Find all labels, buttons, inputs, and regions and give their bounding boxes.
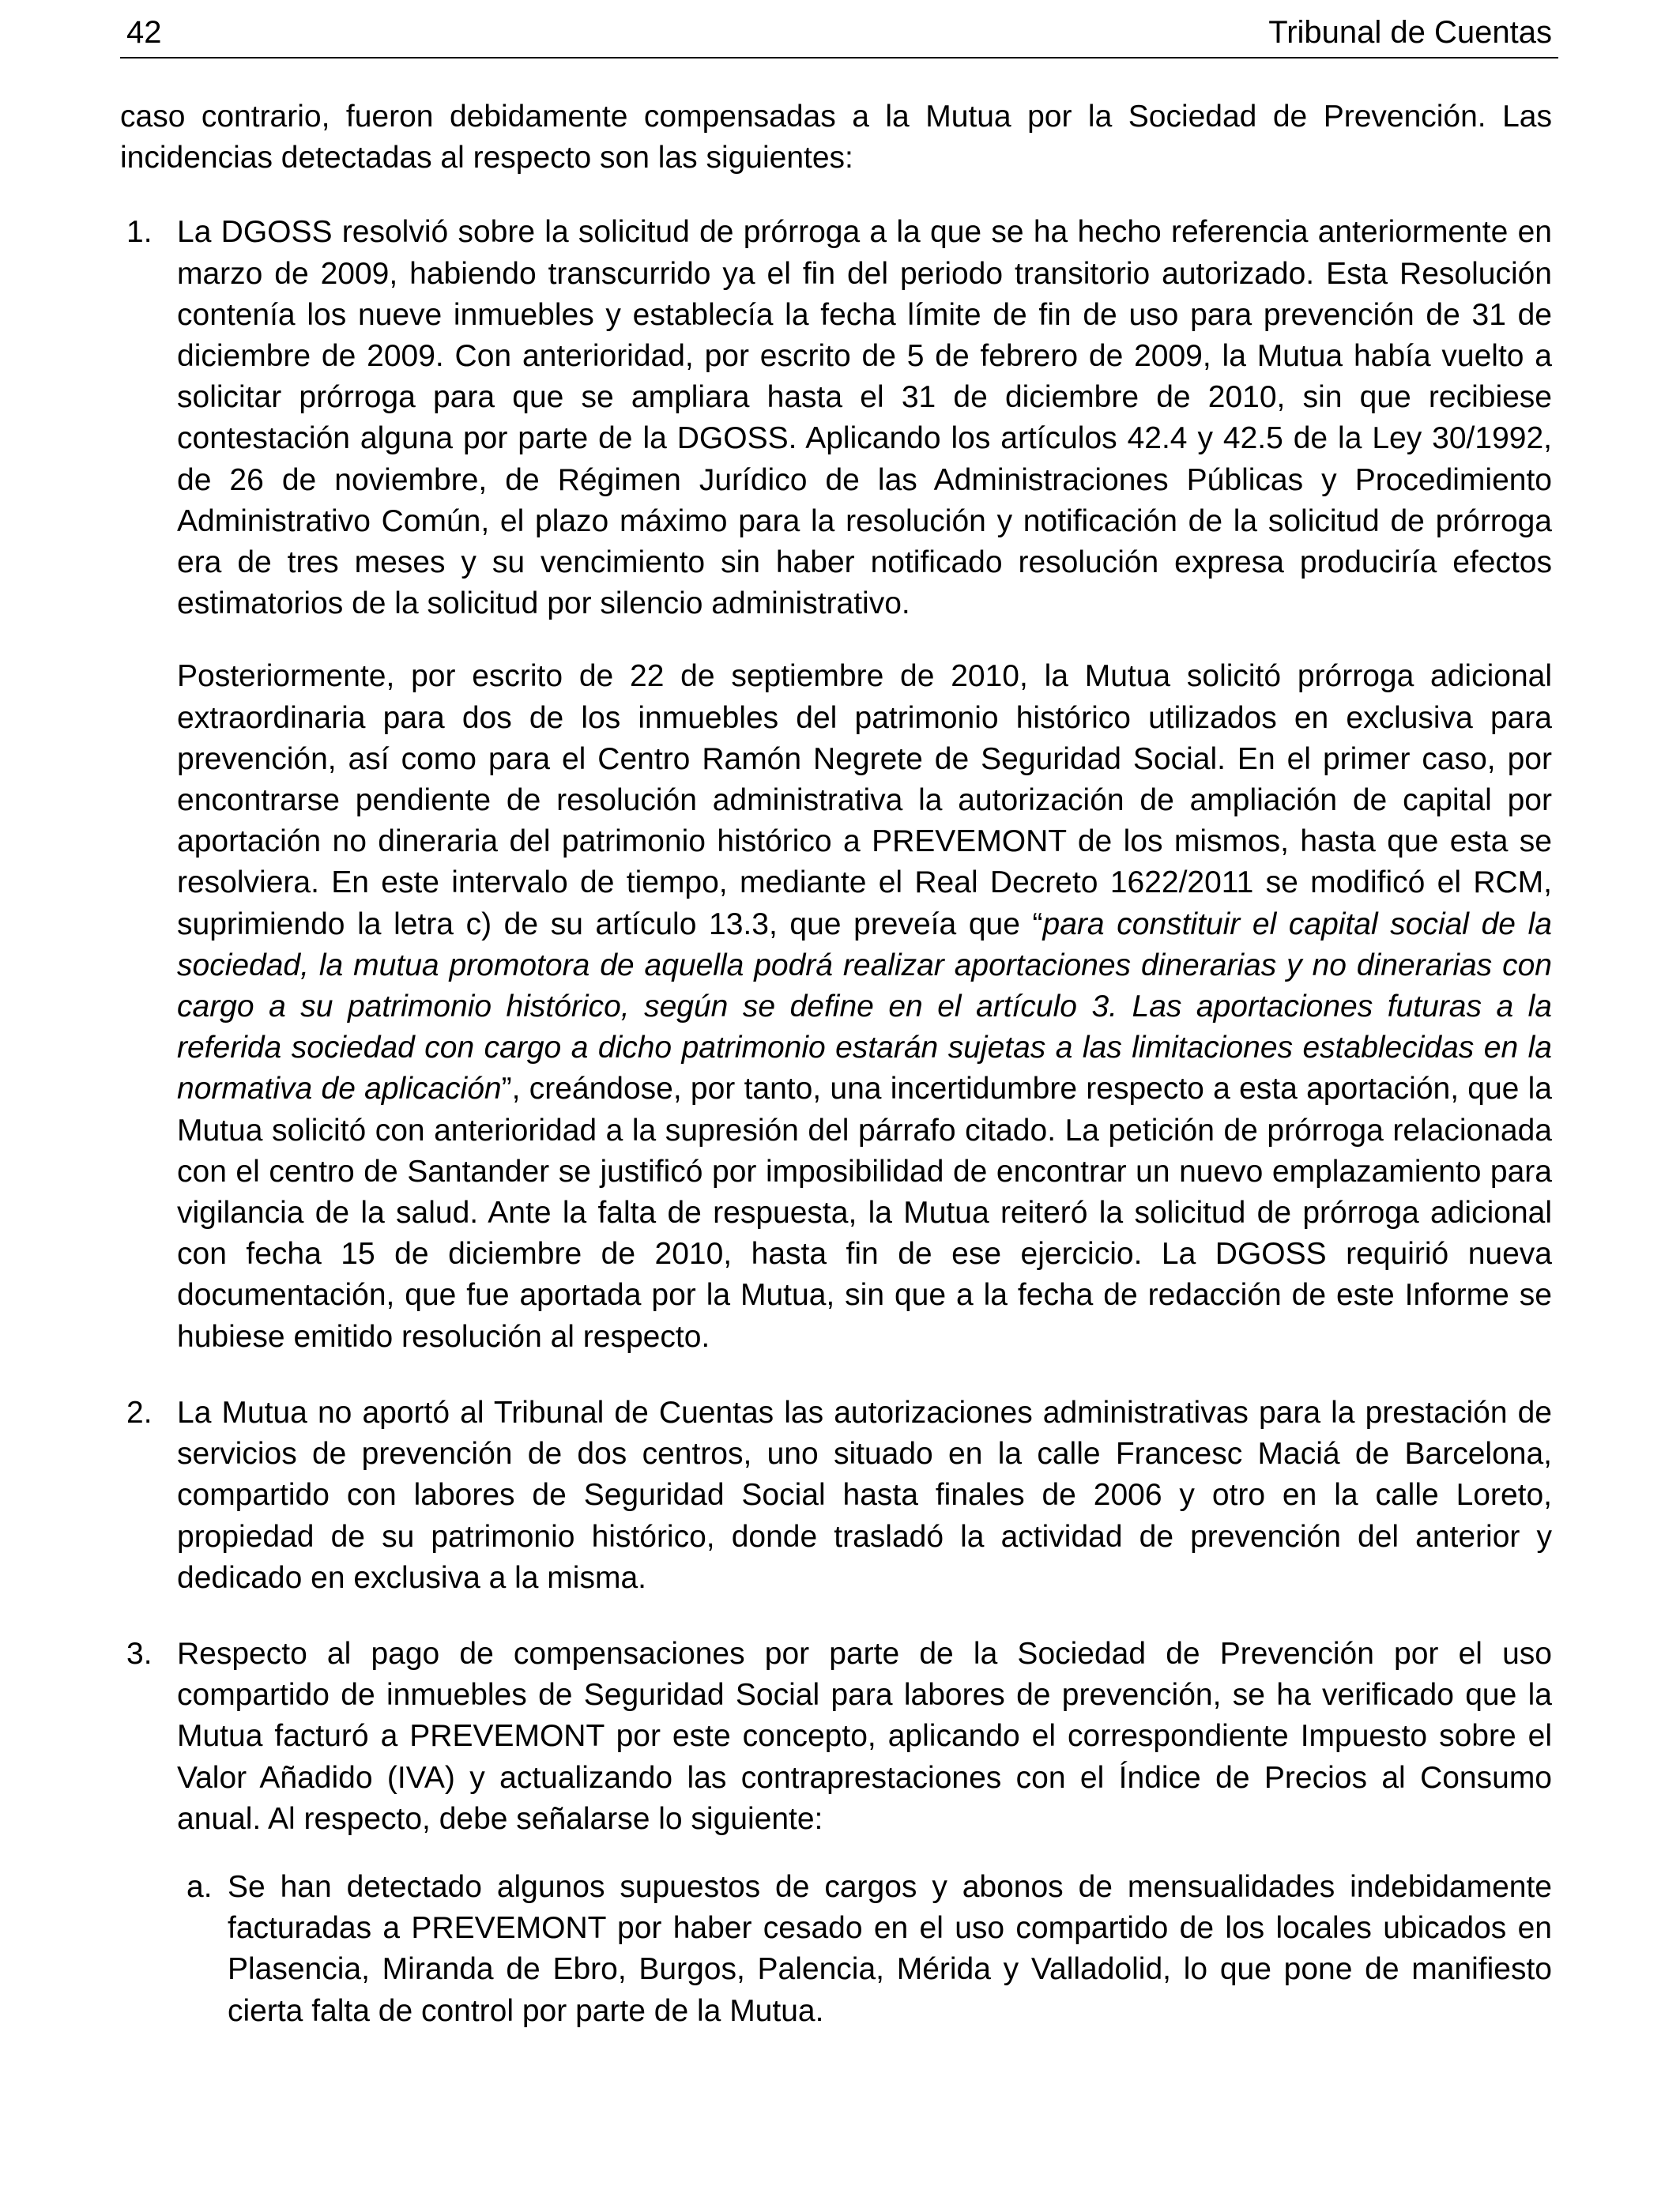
item-1-paragraph-1: La DGOSS resolvió sobre la solicitud de prórroga a la que se ha hecho referencia anteriormente en marzo de 2009, habiendo transcurrido ya el fin del periodo transitorio autorizado. Esta Resolución contenía los nueve inmuebles y establecía la fecha límite de fin de uso para prevención de 31 de diciembre de 2009. Con anterioridad, por escrito de 5 de febrero de 2009, la Mutua había vuelto a solicitar prórroga para que se ampliara hasta el 31 de diciembre de 2010, sin que recibiese contestación alguna por parte de la DGOSS. Aplicando los artículos 42.4 y 42.5 de la Ley 30/1992, de 26 de noviembre, de Régimen Jurídico de las Administraciones Públicas y Procedimiento Administrativo Común, el plazo máximo para la resolución y notificación de la solicitud de prórroga era de tres meses y su vencimiento sin haber notificado resolución expresa produciría efectos estimatorios de la solicitud por silencio administrativo. [177,215,1552,621]
list-item-3 [120,1634,1552,1840]
legal-quote: para constituir el capital social de la sociedad, la mutua promotora de aquella podrá realizar aportaciones dinerarias y no dinerarias con cargo a su patrimonio histórico, según se define en el artículo 3. Las aportaciones futuras a la referida sociedad con cargo a dicho patrimonio estarán sujetas a las limitaciones establecidas en la normativa de aplicación [177,907,1552,1106]
sub-item-a-text: Se han detectado algunos supuestos de cargos y abonos de mensualidades indebidamente facturadas a PREVEMONT por haber cesado en el uso compartido de los locales ubicados en Plasencia, Miranda de Ebro, Burgos, Palencia, Mérida y Valladolid, lo que pone de manifiesto cierta falta de control por parte de la Mutua. [228,1869,1552,2028]
item-1-text-before-quote: Posteriormente, por escrito de 22 de septiembre de 2010, la Mutua solicitó prórroga adicional extraordinaria para dos de los inmuebles del patrimonio histórico utilizados en exclusiva para prevención, así como para el Centro Ramón Negrete de Seguridad Social. En el primer caso, por encontrarse pendiente de resolución administrativa la autorización de ampliación de capital por aportación no dineraria del patrimonio histórico a PREVEMONT de los mismos, hasta que esta se resolviera. En este intervalo de tiempo, mediante el Real Decreto 1622/2011 se modificó el RCM, suprimiendo la letra c) de su artículo 13.3, que preveía que “ [177,659,1552,941]
document-page [120,0,1558,2194]
list-number: 3. [126,1636,153,1671]
intro-paragraph: caso contrario, fueron debidamente compensadas a la Mutua por la Sociedad de Prevención. Las incidencias detectadas al respecto son las siguientes: [120,100,1552,175]
item-1-paragraph-2 [177,656,1552,1357]
sub-item-a [120,1867,1552,2032]
list-number: 2. [126,1395,153,1430]
sub-item-letter: a. [186,1869,213,1904]
document-body [120,96,1552,2032]
item-2-paragraph: La Mutua no aportó al Tribunal de Cuentas las autorizaciones administrativas para la prestación de servicios de prevención de dos centros, uno situado en la calle Francesc Maciá de Barcelona, compartido con labores de Seguridad Social hasta finales de 2006 y otro en la calle Loreto, propiedad de su patrimonio histórico, donde trasladó la actividad de prevención del anterior y dedicado en exclusiva a la misma. [177,1395,1552,1595]
list-item-2 [120,1393,1552,1599]
page-header [120,16,1558,58]
page-number: 42 [126,15,162,50]
list-number: 1. [126,215,153,250]
header-title: Tribunal de Cuentas [1268,15,1552,50]
item-3-paragraph: Respecto al pago de compensaciones por parte de la Sociedad de Prevención por el uso compartido de inmuebles de Seguridad Social para labores de prevención, se ha verificado que la Mutua facturó a PREVEMONT por este concepto, aplicando el correspondiente Impuesto sobre el Valor Añadido (IVA) y actualizando las contraprestaciones con el Índice de Precios al Consumo anual. Al respecto, debe señalarse lo siguiente: [177,1636,1552,1836]
list-item-1 [120,212,1552,1357]
item-1-text-after-quote: ”, creándose, por tanto, una incertidumbre respecto a esta aportación, que la Mutua solicitó con anterioridad a la supresión del párrafo citado. La petición de prórroga relacionada con el centro de Santander se justificó por imposibilidad de encontrar un nuevo emplazamiento para vigilancia de la salud. Ante la falta de respuesta, la Mutua reiteró la solicitud de prórroga adicional con fecha 15 de diciembre de 2010, hasta fin de ese ejercicio. La DGOSS requirió nueva documentación, que fue aportada por la Mutua, sin que a la fecha de redacción de este Informe se hubiese emitido resolución al respecto. [177,1072,1552,1354]
